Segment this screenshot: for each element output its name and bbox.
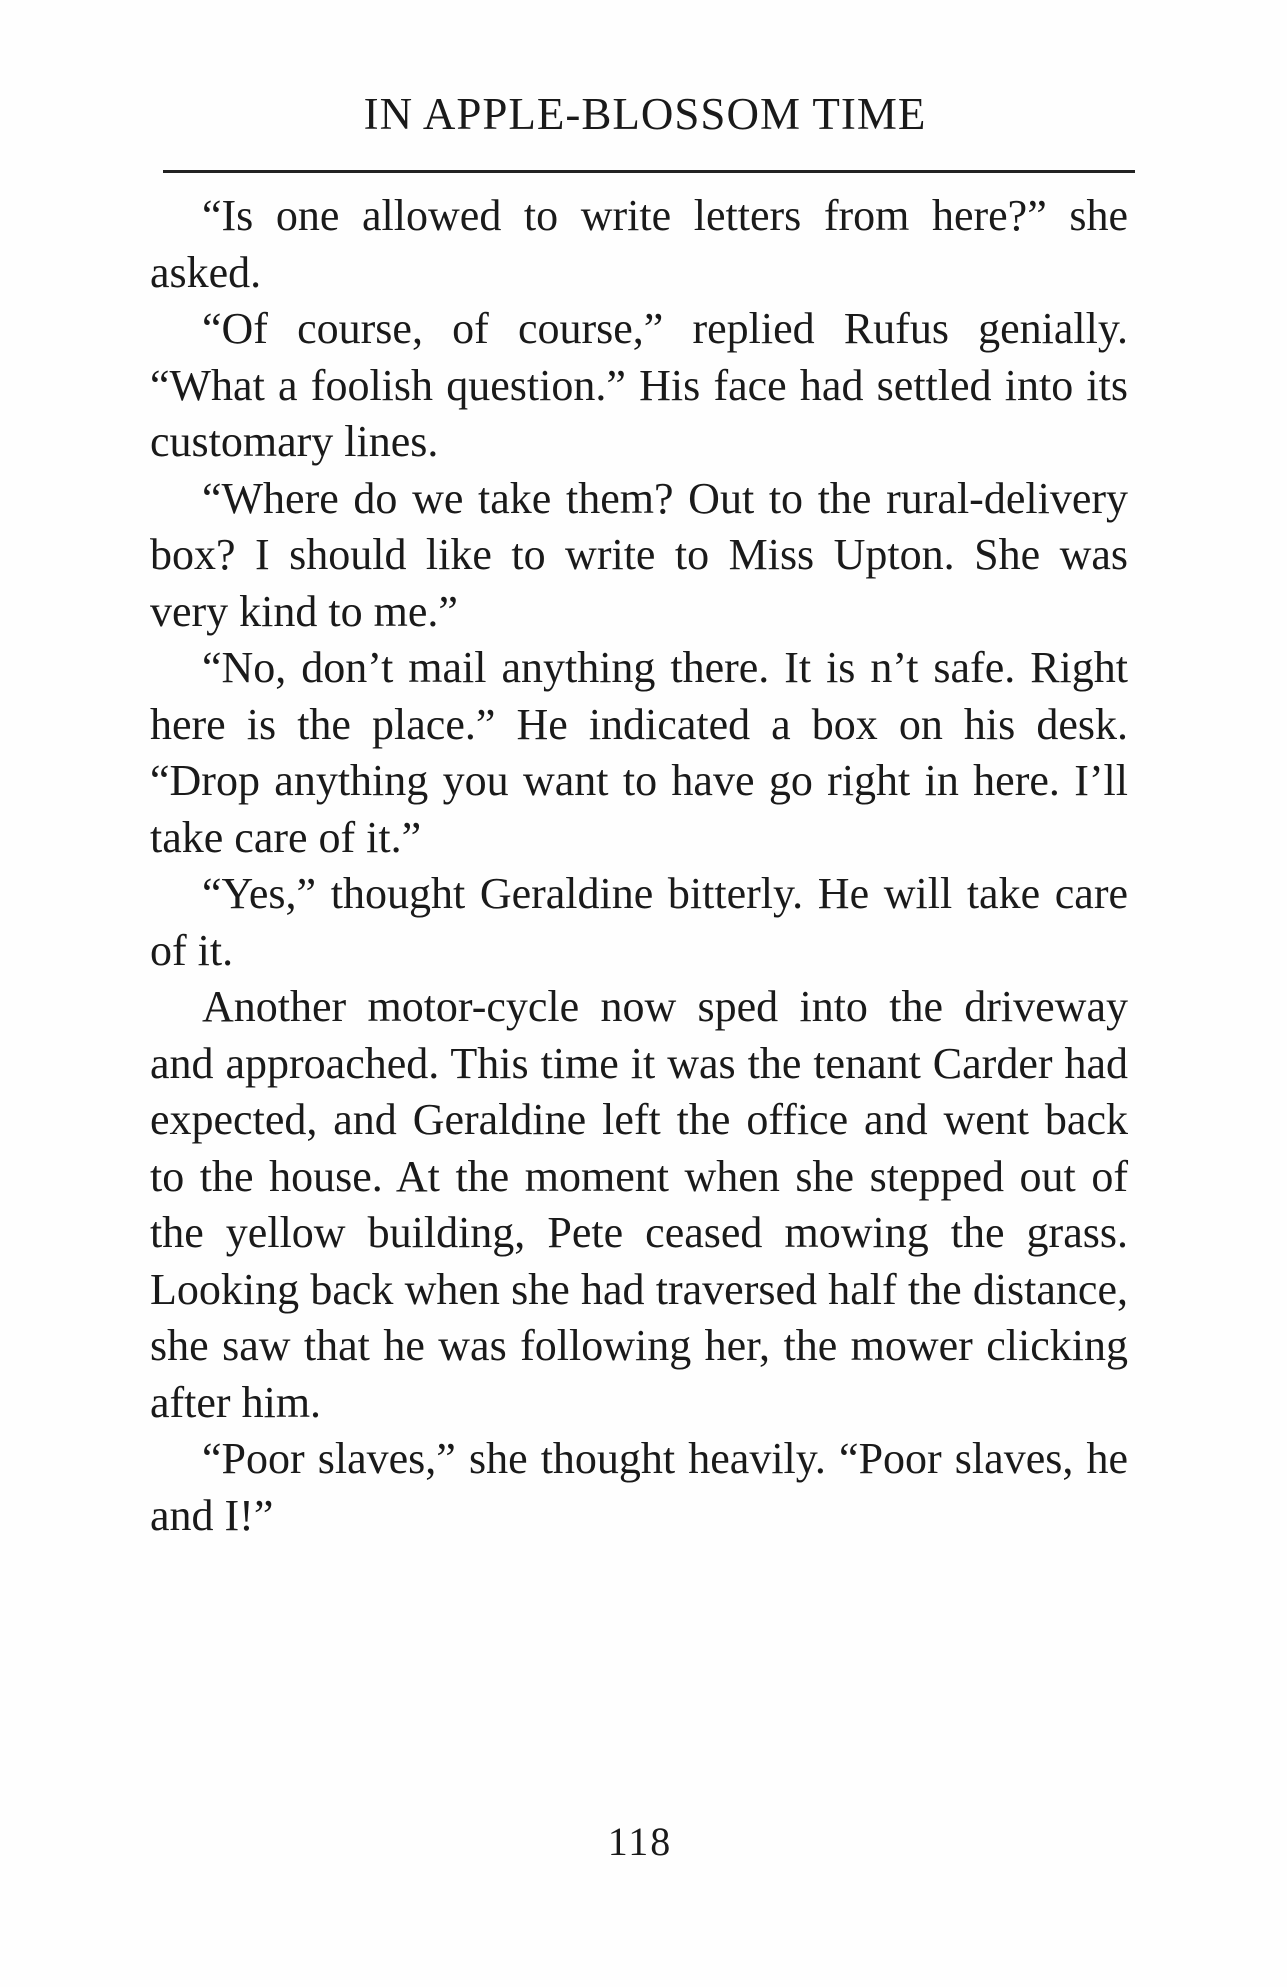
paragraph: “Yes,” thought Geraldine bitterly. He will take care of it. bbox=[150, 869, 1128, 975]
paragraph: “Of course, of course,” replied Rufus genially. “What a foolish question.” His face had settled into its customary lines. bbox=[150, 304, 1128, 466]
paragraph: “Where do we take them? Out to the rural-delivery box? I should like to write to Miss Upton. She was very kind to me.” bbox=[150, 473, 1128, 636]
paragraph: “Is one allowed to write letters from here?” she asked. bbox=[150, 191, 1128, 297]
page-number: 118 bbox=[607, 1819, 673, 1864]
paragraph: Another motor-cycle now sped into the driveway and approached. This time it was the tenant Carder had expected, and Geraldine left the office and went back to the house. At the moment when she stepped out of the yellow building, Pete ceased mowing the grass. Looking back when she had traversed half the distance, she saw that he was following her, the mower clicking after him. bbox=[150, 982, 1128, 1427]
header-rule bbox=[163, 170, 1135, 173]
paragraph: “No, don’t mail anything there. It is n’t safe. Right here is the place.” He indicated a box on his desk. “Drop anything you want to have go right in here. I’ll take care of it.” bbox=[150, 643, 1128, 862]
running-head: IN APPLE-BLOSSOM TIME bbox=[363, 89, 927, 139]
body-text bbox=[150, 188, 1128, 1544]
paragraph: “Poor slaves,” she thought heavily. “Poor slaves, he and I!” bbox=[150, 1434, 1128, 1540]
